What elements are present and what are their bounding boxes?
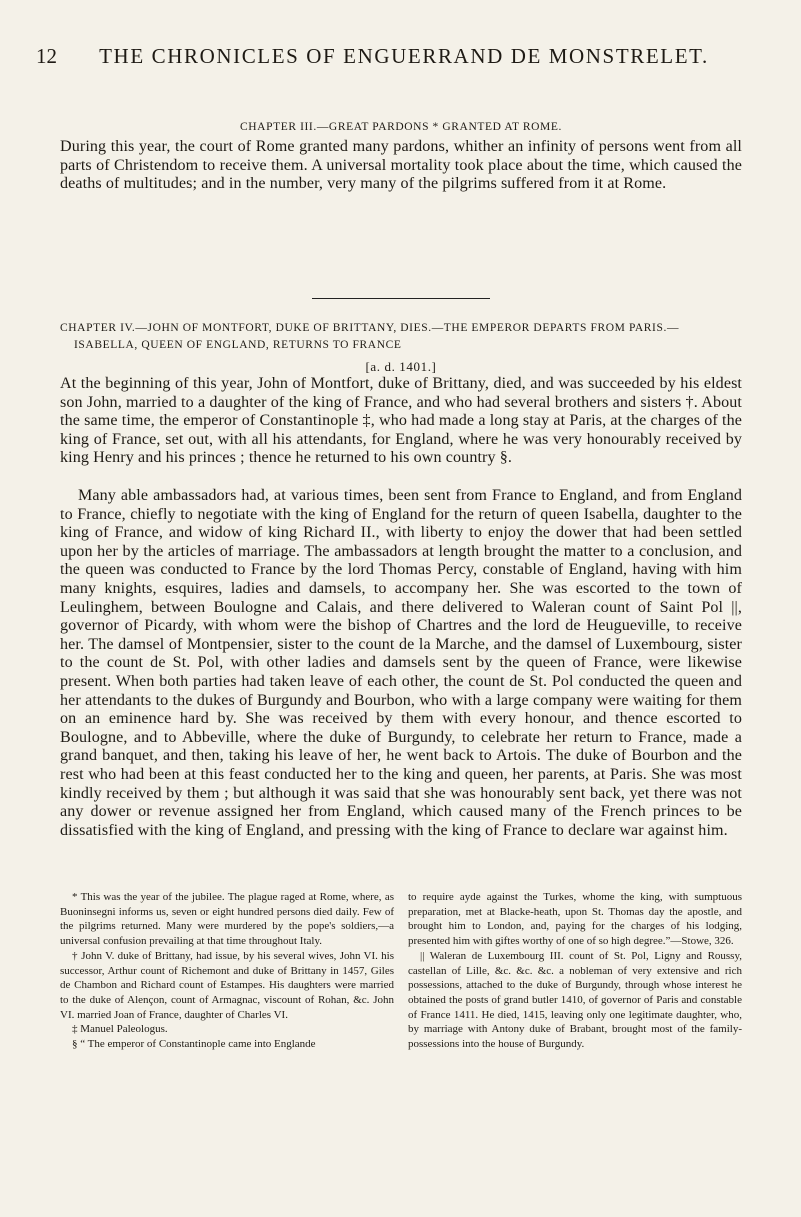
chapter-4-paragraph-1: At the beginning of this year, John of Montfort, duke of Brittany, died, and was succeeded by his eldest son John, married to a daughter of the king of France, and who had several brothers and sisters †. About the same time, the emperor of Constantinople ‡, who had made a long stay at Paris, at the charges of the king of France, set out, with all his attendants, for England, where he was very honourably received by king Henry and his princes ; thence he returned to his own country §.	[60, 375, 742, 467]
footnote: ‡ Manuel Paleologus.	[72, 1023, 168, 1036]
footnotes-left-column	[60, 890, 394, 1052]
chapter-4-heading: CHAPTER IV.—JOHN OF MONTFORT, DUKE OF BRITTANY, DIES.—THE EMPEROR DEPARTS FROM PARIS.—ISABELLA, QUEEN OF ENGLAND, RETURNS TO FRANCE	[60, 322, 680, 351]
running-title: THE CHRONICLES OF ENGUERRAND DE MONSTRELET.	[99, 44, 709, 68]
section-divider	[312, 298, 490, 299]
chapter-3-paragraph: During this year, the court of Rome granted many pardons, whither an infinity of persons went from all parts of Christendom to receive them. A universal mortality took place about the time, which caused the deaths of multitudes; and in the number, very many of the pilgrims suffered from it at Rome.	[60, 138, 742, 193]
chapter-4-paragraph-2: Many able ambassadors had, at various times, been sent from France to England, and from England to France, chiefly to negotiate with the king of England for the return of queen Isabella, daughter to the king of France, and widow of king Richard II., with liberty to enjoy the dower that had been settled upon her by the articles of marriage. The ambassadors at length brought the matter to a conclusion, and the queen was conducted to France by the lord Thomas Percy, constable of England, having with him many knights, esquires, ladies and damsels, to accompany her. She was escorted to the town of Leulinghem, between Boulogne and Calais, and there delivered to Waleran count of Saint Pol ||, governor of Picardy, with whom were the bishop of Chartres and the lord de Heugueville, to receive her. The damsel of Montpensier, sister to the count de la Marche, and the damsel of Luxembourg, sister to the count de St. Pol, with other ladies and damsels sent by the queen of France, were likewise present. When both parties had taken leave of each other, the count de St. Pol conducted the queen and her attendants to the dukes of Burgundy and Bourbon, who with a large company were waiting for them on an eminence hard by. She was received by them with every honour, and thence escorted to Boulogne, and to Abbeville, where the duke of Burgundy, to celebrate her return to France, made a grand banquet, and then, taking his leave of her, he went back to Artois. The duke of Bourbon and the rest who had been at this feast conducted her to the king and queen, her parents, at Paris. She was most kindly received by them ; but although it was said that she was honourably sent back, yet there was not any dower or revenue assigned her from England, which caused many of the French princes to be dissatisfied with the king of England, and pressing with the king of France to declare war against him.	[60, 487, 742, 839]
running-head	[36, 44, 772, 74]
page-number: 12	[36, 44, 57, 68]
footnotes-right-column	[408, 890, 742, 1052]
footnote: || Waleran de Luxembourg III. count of St. Pol, Ligny and Roussy, castellan of Lille, &c. &c. &c. a nobleman of very extensive and rich possessions, attached to the duke of Burgundy, through whose interest he obtained the posts of grand butler 1410, of governor of Paris and constable of France 1411. He died, 1415, leaving only one legitimate daughter, who, by marriage with Antony duke of Brabant, brought most of the family-possessions into the house of Burgundy.	[408, 949, 742, 1051]
footnote: § “ The emperor of Constantinople came into Englande	[72, 1038, 316, 1051]
footnotes	[60, 890, 742, 1052]
footnote-continuation: to require ayde against the Turkes, whome the king, with sumptuous preparation, met at Blacke-heath, upon St. Thomas day the apostle, and brought him to London, and, paying for the charges of his lodging, presented him with giftes worthy of one of so high degree.”—Stowe, 326.	[408, 891, 742, 948]
footnote: * This was the year of the jubilee. The plague raged at Rome, where, as Buoninsegni informs us, seven or eight hundred persons died daily. Few of the pilgrims returned. Many were murdered by the pope's soldiers,—a universal confusion prevailing at that time throughout Italy.	[60, 891, 394, 948]
footnote: † John V. duke of Brittany, had issue, by his several wives, John VI. his successor, Arthur count of Richemont and duke of Brittany in 1457, Giles de Chambon and Richard count of Estampes. His daughters were married to the duke of Alençon, count of Armagnac, viscount of Rohan, &c. John VI. married Joan of France, daughter of Charles VI.	[60, 949, 394, 1021]
chapter-4-date: [a. d. 1401.]	[365, 359, 437, 374]
chapter-3-heading: CHAPTER III.—GREAT PARDONS * GRANTED AT ROME.	[240, 121, 562, 133]
